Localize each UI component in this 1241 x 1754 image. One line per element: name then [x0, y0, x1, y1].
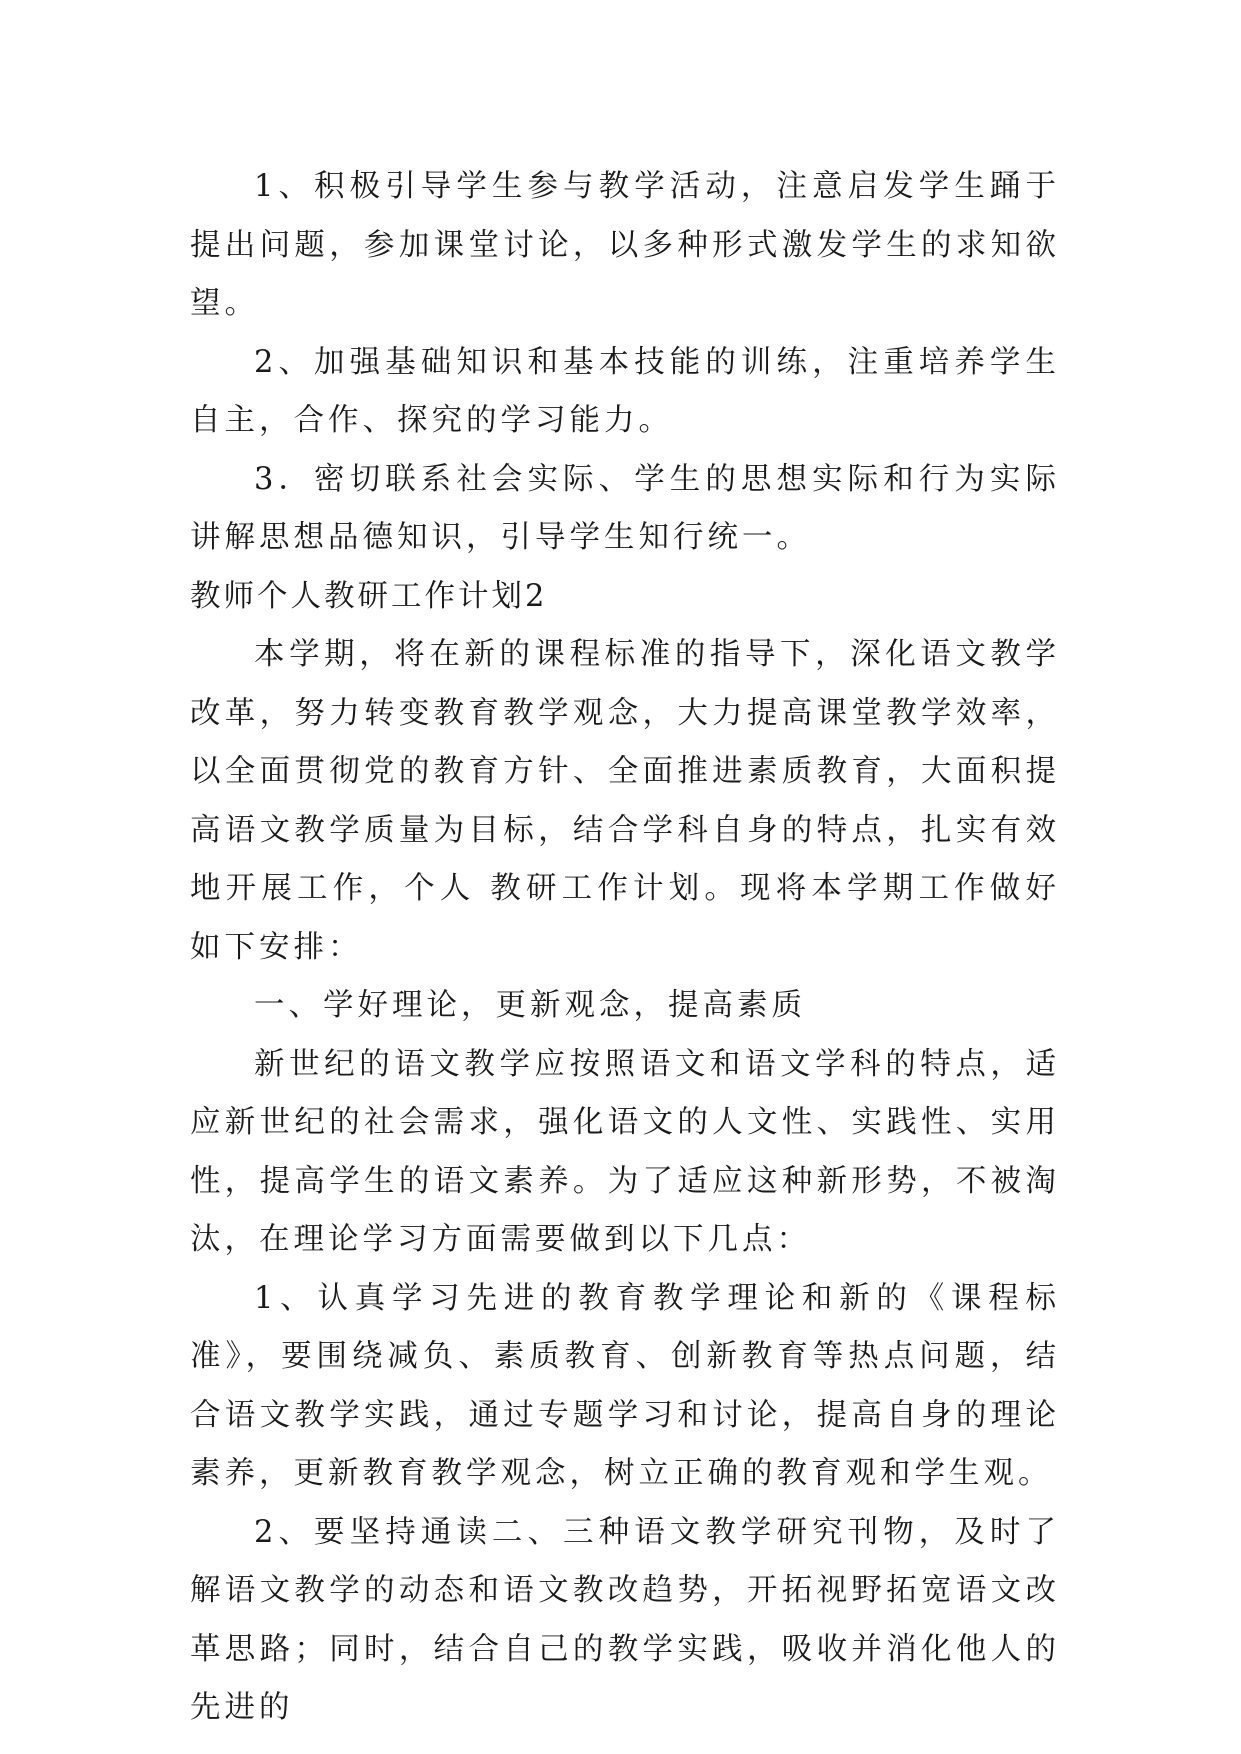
- paragraph-point-1: 1、认真学习先进的教育教学理论和新的《课程标准》，要围绕减负、素质教育、创新教育等热点问题，结合语文教学实践，通过专题学习和讨论，提高自身的理论素养，更新教育教学观念，树立正确的教育观和学生观。: [190, 1280, 1060, 1491]
- paragraph-3: 3．密切联系社会实际、学生的思想实际和行为实际讲解思想品德知识，引导学生知行统一。: [190, 461, 1060, 555]
- paragraph-2: 2、加强基础知识和基本技能的训练，注重培养学生自主，合作、探究的学习能力。: [190, 344, 1060, 438]
- document-body: [190, 158, 1060, 1738]
- paragraph-intro: 本学期，将在新的课程标准的指导下，深化语文教学改革，努力转变教育教学观念，大力提高课堂教学效率，以全面贯彻党的教育方针、全面推进素质教育，大面积提高语文教学质量为目标，结合学科自身的特点，扎实有效地开展工作，个人 教研工作计划。现将本学期工作做好如下安排：: [190, 637, 1060, 965]
- section-title: 教师个人教研工作计划2: [190, 578, 548, 614]
- subheading-1: 一、学好理论，更新观念，提高素质: [254, 988, 806, 1023]
- paragraph-point-2: 2、要坚持通读二、三种语文教学研究刊物，及时了解语文教学的动态和语文教改趋势，开拓视野拓宽语文改革思路；同时，结合自己的教学实践，吸收并消化他人的先进的: [190, 1514, 1060, 1725]
- paragraph-1: 1、积极引导学生参与教学活动，注意启发学生踊于提出问题，参加课堂讨论，以多种形式激发学生的求知欲望。: [190, 169, 1060, 321]
- paragraph-theory: 新世纪的语文教学应按照语文和语文学科的特点，适应新世纪的社会需求，强化语文的人文性、实践性、实用性，提高学生的语文素养。为了适应这种新形势，不被淘汰，在理论学习方面需要做到以下几点：: [190, 1046, 1060, 1257]
